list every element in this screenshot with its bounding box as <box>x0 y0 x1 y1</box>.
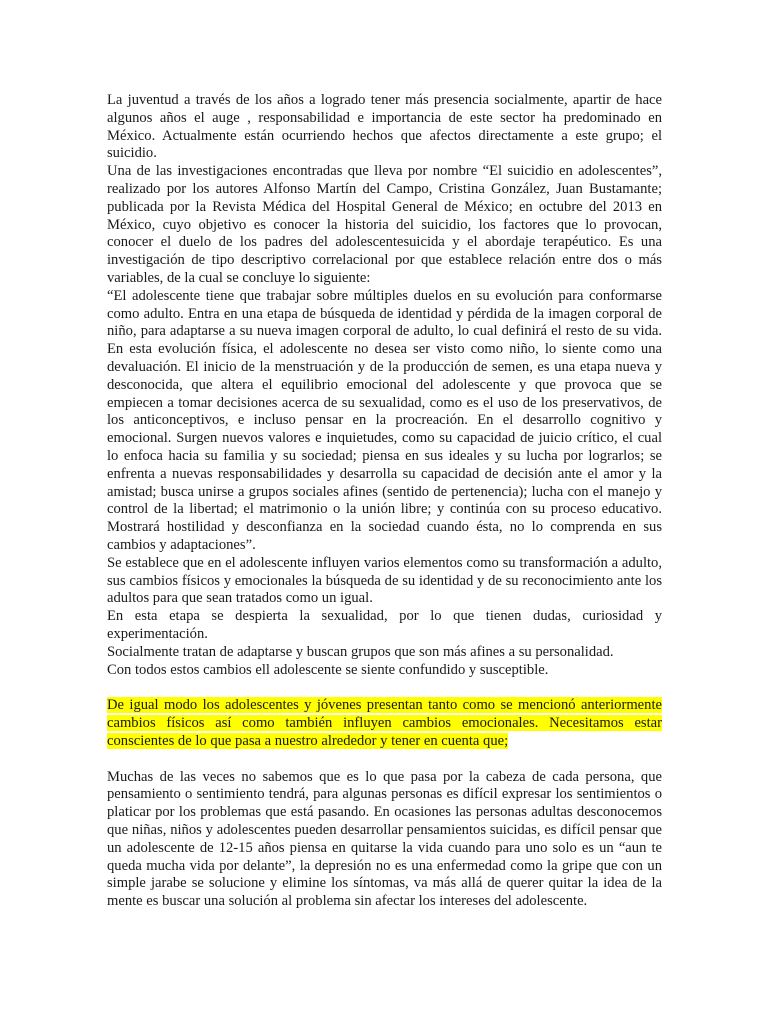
intro-paragraph: La juventud a través de los años a logrado tener más presencia socialmente, apartir de hace algunos años el auge , responsabilidad e importancia de este sector ha predominado en México. Actualmente están ocurriendo hechos que afectos directamente a este grupo; el suicidio. <box>107 92 662 162</box>
research-paragraph: Una de las investigaciones encontradas que lleva por nombre “El suicidio en adolescentes”, realizado por los autores Alfonso Martín del Campo, Cristina González, Juan Bustamante; publicada por la Revista Médica del Hospital General de México; en octubre del 2013 en México, cuyo objetivo es conocer la historia del suicidio, los factores que lo provocan, conocer el duelo de los padres del adolescentesuicida y el abordaje terapéutico. Es una investigación de tipo descriptivo correlacional por que establece relación entre dos o más variables, de la cual se concluye lo siguiente: <box>107 163 662 286</box>
highlighted-paragraph <box>107 697 662 750</box>
final-paragraph: Muchas de las veces no sabemos que es lo que pasa por la cabeza de cada persona, que pensamiento o sentimiento tendrá, para algunas personas es difícil expresar los sentimientos o platicar por los problemas que está pasando. En ocasiones las personas adultas desconocemos que niñas, niños y adolescentes pueden desarrollar pensamientos suicidas, es difícil pensar que un adolescente de 12-15 años piensa en quitarse la vida cuando para uno solo es un “aun te queda mucha vida por delante”, la depresión no es una enfermedad como la gripe que con un simple jarabe se solucione y elimine los síntomas, va más allá de querer quitar la idea de la mente es buscar una solución al problema sin afectar los intereses del adolescente. <box>107 768 662 910</box>
document-body <box>107 92 662 911</box>
paragraph-spacer <box>107 679 662 697</box>
sexuality-paragraph: En esta etapa se despierta la sexualidad, por lo que tienen dudas, curiosidad y experimentación. <box>107 608 662 642</box>
paragraph-spacer <box>107 751 662 769</box>
social-paragraph: Socialmente tratan de adaptarse y buscan grupos que son más afines a su personalidad. <box>107 643 614 660</box>
quote-paragraph: “El adolescente tiene que trabajar sobre múltiples duelos en su evolución para conformarse como adulto. Entra en una etapa de búsqueda de identidad y pérdida de la imagen corporal de niño, para adaptarse a su nueva imagen corporal de adulto, lo cual definirá el resto de su vida. En esta evolución física, el adolescente no desea ser visto como niño, lo siente como una devaluación. El inicio de la menstruación y de la producción de semen, es una etapa nueva y desconocida, que altera el equilibrio emocional del adolescente y que provoca que se empiecen a tomar decisiones acerca de su sexualidad, como es el uso de los preservativos, de los anticonceptivos, e incluso pensar en la procreación. En el desarrollo cognitivo y emocional. Surgen nuevos valores e inquietudes, como su capacidad de juicio crítico, el cual lo enfoca hacia su familia y su sociedad; piensa en sus ideales y su lucha por lograrlos; se enfrenta a nuevas responsabilidades y desarrolla su capacidad de decisión ante el amor y la amistad; busca unirse a grupos sociales afines (sentido de pertenencia); lucha con el manejo y control de la libertad; el matrimonio o la unión libre; y continúa con su proceso educativo. Mostrará hostilidad y desconfianza en la sociedad cuando ésta, no lo comprenda en sus cambios y adaptaciones”. <box>107 287 662 553</box>
confusion-paragraph: Con todos estos cambios ell adolescente se siente confundido y susceptible. <box>107 661 549 678</box>
elements-paragraph: Se establece que en el adolescente influyen varios elementos como su transformación a adulto, sus cambios físicos y emocionales la búsqueda de su identidad y de su reconocimiento ante los adultos para que sean tratados como un igual. <box>107 554 662 607</box>
highlighted-text: De igual modo los adolescentes y jóvenes presentan tanto como se mencionó anteriormente cambios físicos así como también influyen cambios emocionales. Necesitamos estar conscientes de lo que pasa a nuestro alrededor y tener en cuenta que; <box>107 697 662 749</box>
